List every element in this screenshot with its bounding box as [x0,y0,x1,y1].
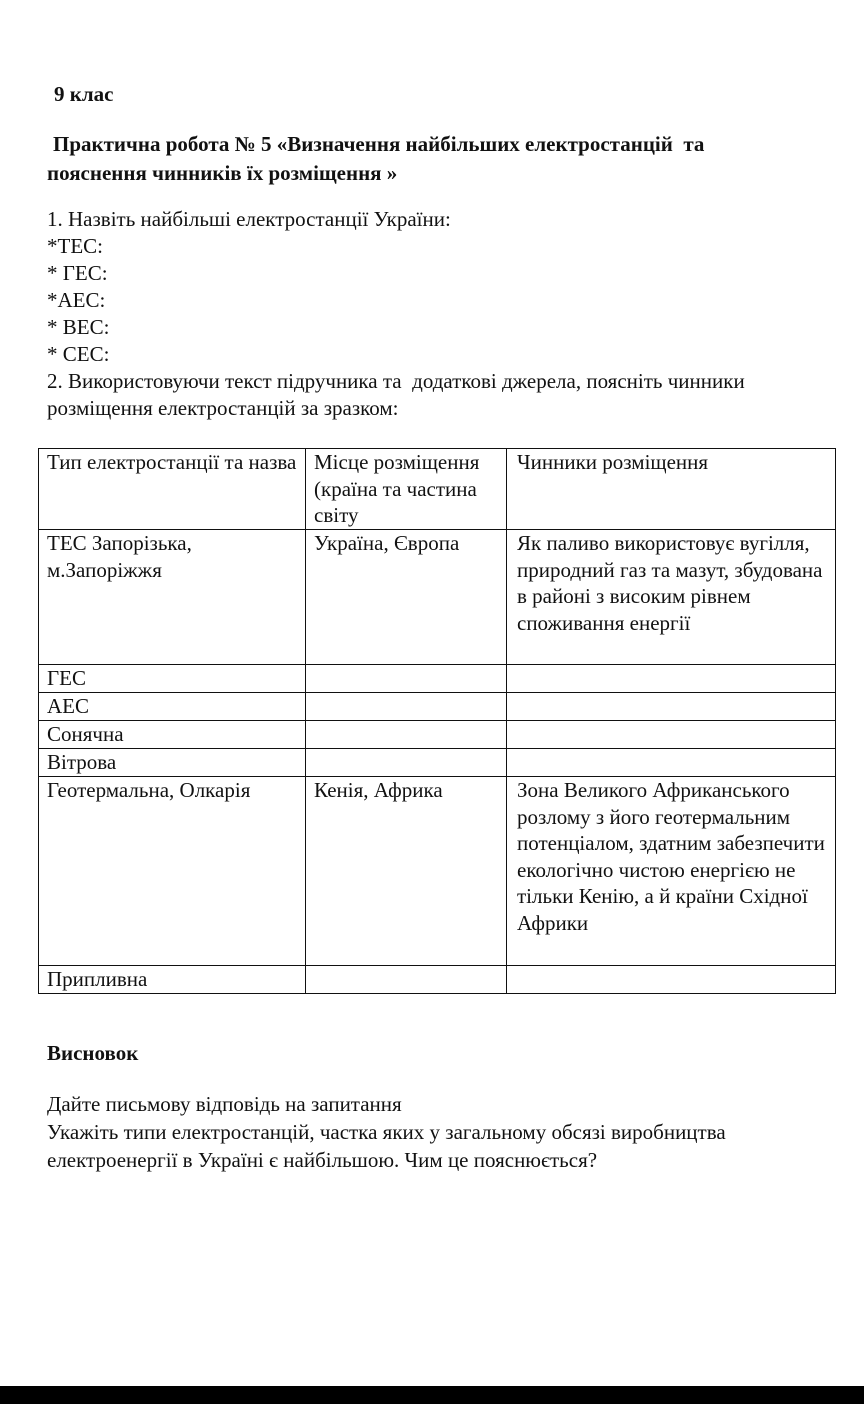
conclusion-line: Дайте письмову відповідь на запитання [47,1092,402,1116]
table-cell: Україна, Європа [306,530,507,665]
task2-prompt-line: 2. Використовуючи текст підручника та додаткові джерела, поясніть чинники [47,369,745,393]
bottom-edge-bar [0,1386,864,1404]
task1-prompt: 1. Назвіть найбільші електростанції України: [47,207,451,231]
table-cell: Сонячна [39,721,306,749]
table-cell [507,665,836,693]
table-header-row [39,449,836,530]
table-row [39,665,836,693]
table-cell: АЕС [39,693,306,721]
table-cell [507,749,836,777]
table-cell [507,966,836,994]
table-row [39,777,836,966]
station-item-ves: * ВЕС: [47,315,110,339]
table-cell [306,665,507,693]
conclusion-line: електроенергії в Україні є найбільшою. Чим це пояснюється? [47,1148,598,1172]
table-cell: Зона Великого Африканського розлому з його геотермальним потенціалом, здатним забезпечити екологічно чистою енергією не тільки Кенію, а й країни Східної Африки [507,777,836,966]
conclusion-text [47,1090,837,1174]
table-row [39,966,836,994]
table-cell [306,721,507,749]
table-cell: Геотермальна, Олкарія [39,777,306,966]
power-plants-table [38,448,836,994]
table-cell: Вітрова [39,749,306,777]
station-item-ses: * СЕС: [47,342,110,366]
station-item-tes: *ТЕС: [47,234,103,258]
table-cell: ГЕС [39,665,306,693]
title-line: пояснення чинників їх розміщення » [47,161,398,185]
table-row [39,721,836,749]
table-cell: Кенія, Африка [306,777,507,966]
header-cell-type: Тип електростанції та назва [39,449,306,530]
title-line: Практична робота № 5 «Визначення найбільших електростанцій та [53,132,705,156]
conclusion-title: Висновок [47,1041,139,1065]
task2-prompt-line: розміщення електростанцій за зразком: [47,396,399,420]
table-row [39,749,836,777]
header-cell-location: Місце розміщення (країна та частина світу [306,449,507,530]
table-cell: Припливна [39,966,306,994]
table-cell [306,966,507,994]
table-cell [306,693,507,721]
grade-label: 9 клас [54,82,114,106]
table-cell [306,749,507,777]
worksheet-title [47,130,827,188]
table-row [39,693,836,721]
task-section [47,206,837,422]
table-cell [507,721,836,749]
table-cell [507,693,836,721]
table-cell: ТЕС Запорізька, м.Запоріжжя [39,530,306,665]
header-cell-factors: Чинники розміщення [507,449,836,530]
station-item-aes: *АЕС: [47,288,106,312]
table-cell: Як паливо використовує вугілля, природний газ та мазут, збудована в районі з високим рівнем споживання енергії [507,530,836,665]
station-list [47,233,837,368]
conclusion-line: Укажіть типи електростанцій, частка яких у загальному обсязі виробництва [47,1120,726,1144]
table-row [39,530,836,665]
station-item-hes: * ГЕС: [47,261,108,285]
